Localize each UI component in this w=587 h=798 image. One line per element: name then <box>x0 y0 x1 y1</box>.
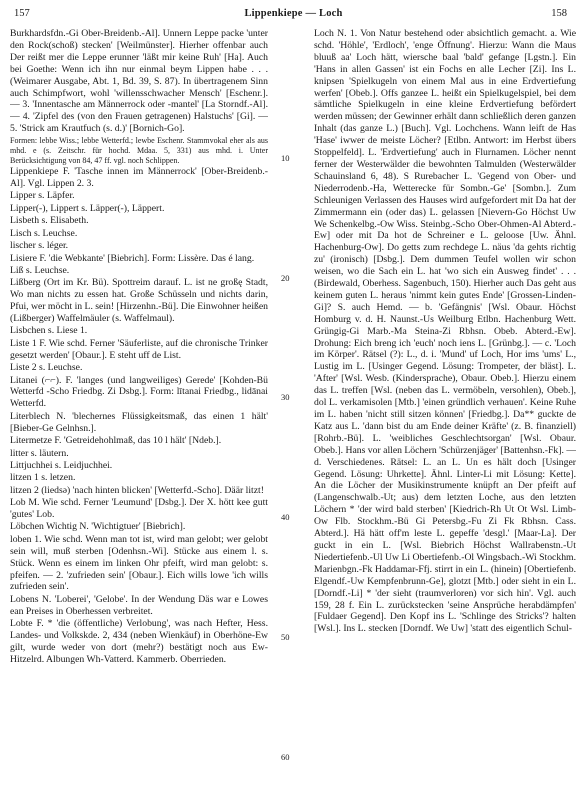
entry-lippert: Lipper(-), Lippert s. Läpper(-), Läppert. <box>10 202 165 214</box>
entry-lipper: Lipper s. Läpfer. <box>10 190 75 202</box>
line-number: 60 <box>281 752 290 762</box>
line-number: 50 <box>281 632 290 642</box>
entry-liss: Liß s. Leuchse. <box>10 264 70 276</box>
page-number-left: 157 <box>14 8 30 19</box>
line-number: 20 <box>281 273 290 283</box>
line-number: 40 <box>281 512 290 522</box>
entry-lissberg: Lißberg (Ort im Kr. Bü). Spottreim darauf. L. ist ne großę Stadt, Wo man nichts zu essen hat. Große Schüsseln und nichts darin, Pfui, wer möcht in L. sein! [Hirzenhn.-Bü]. Die Einwohner heißen (Lißberger) Waffelmäuler (s. Waffelmaul). <box>10 277 268 325</box>
line-number: 10 <box>281 153 290 163</box>
entry-literblech: Literblech N. 'blechernes Flüssigkeitsmaß, das einen 1 hält' [Bieber-Ge Gelnhsn.]. <box>10 410 268 434</box>
left-column <box>10 28 268 788</box>
entry-litter: litter s. läutern. <box>10 447 69 459</box>
entry-liste-2: Liste 2 s. Leuchse. <box>10 362 83 374</box>
entry-lobens: Lobens N. 'Loberei', 'Gelobe'. In der Wendung Däs war e Lowes ean Preises in Oberhessen verbreitet. <box>10 593 268 617</box>
entry-loch: Loch N. 1. Von Natur bestehend oder absichtlich gemacht. a. Wie schd. 'Höhle', 'Erdloch', 'enge Öffnung'. Hierzu: Wann die Maus bluuß aa' Loch hätt, wiersche baal 'bald' gefange [Lgstn.]. Ein 'Hans in allen Gassen' ist ein Fochs en alle Lecher [Zi]. Ins L. knipsen 'Spielkugeln von einem Mal aus in eine Erdvertiefung werfen' [Obeb.]. Offs ganzee L. heißt ein Spielkugelspiel, bei dem sämtliche Spielkugeln in eine kleine Erdvertiefung befördert werden müssen; der Gewinner erhält dann schließlich deren ganzen Inhalt (das ganze L.) [Buch]. Vgl. Lochchens. Wann leift de Has 'Hase' iwwer de meiste Löcher? [Etlbn. Antwort: im Herbst übers Stoppelfeld]. L. 'Erdvertiefung' auch in Flurnamen. Löcher nennt ferner der Westerwälder die bewohnten Talmulden (Westerwälder Schauinsland 6, 48). S Rurebacher L. 'Gegend von Ober- und Niederrodenb.-Ha, Wetterecke für Sombn.-Ge' [Sombn.]. Zum Schleunigen Verlassen des Hauses wird aufgefordert mit Da hat der Zimmermann ein (oder das) L. gelassen [Nievern-Go Höchst Uw We Schenkelbg.-Ow Wiss. Steinbg.-Scho Ober-Ohmen-Al Abterd.-Ew] oder mit Da hot de Schreiner e L. geloose [Uw. Ähnl. Hachenburg-Ow]. Do getts zum rechdege L. näus 'da gehts richtig zu' (ironisch) [Dsbg.]. Dem dummen Teufel wollen wir schon weisen, wo die Sach ein L. hat 'wo sich ein Ausweg findet' . . . (Birdewald, Oberhess. Sagenbuch, 150). Hierher auch Das geht aus keinem guten L. heraus 'nimmt kein gutes Ende' [Grossen-Linden-Gi]? S. auch Hemd. — b. 'Gefängnis' [Wsl. Obaur. Höchst Homburg v. d. H. Naunst.-Us Weilburg Etlbn. Hachenburg Wett. Grüngig-Gi Marb.-Ma Steina-Zi Rbhsn. Obeb. Abterd.-Ew]. Drohung: Eich breng ich 'euch' noch iens L. [Grünbg.]. — c. 'Loch im Körper'. Rätsel (?): L., d. i. 'Mund' uf Loch, Hor ims 'ums' L., Lustig im L. [Usinger Gegend. Lösung: Trompeter, der bläst]. L. 'After' [Wsl. Wesb. (Kindersprache), Obaur. Obeb.]. Hierzu einem das L. treffen [Wsl. (neben das L. vermöbeln, versohlen), Obeb.], dol L. verkamisolen [Mtb.] 'einen gründlich verhauen'. Keine Ruhe im L. haben 'nicht still sitzen können' [Friedbg.]. Da** guckte de Katz aus L. 'dann bist du am Ende deiner Kräfte' (z. B. finanziell) [Rohrb.-Bü]. L. 'weibliches Geschlechtsorgan' [Wsl. Obaur. Obeb.]. Hans vor allen Löchern 'Schürzenjäger' [Battenhsn.-Fk]. — d. Verschiedenes. Rätsel: L. an L. Un es hält doch [Usinger Gegend. Lösung: Uhrkette]. Ähnl. Linter-Li mit Lösung: Kette]. An die Löcher der Musikinstrumente knüpft an Der pfeift auf (Langenschwalb.-Ut; aus) dem letzten Loche, aus den letzten Löchern * 'der wird bald sterben' [Kiedrich-Rh Ut Ot Wsl. Limb-Ow Flb. Stockhm.-Bü Gi Petersbg.-Fu Zi Fk Rbhsn. Cass. Abterd.]. Hä hätt off'm leste L. gepeffe 'desgl.' [Maar-La]. Der guckt in ein L. [Wsl. Biebrich Höchst Wallrabenstn.-Ut Niedertiefenb.-Ul Uw Li Obertiefenb.-Ol Wingsbach.-Wi Stockhm. Marienbgn.-Fk Haddamar-Ffj. stirrt in ein L. (hinein) [Obertiefenb. Elgendf.-Uw Kempfenbrunn-Ge], glotzt [Mtb.] oder sieht in ein L. [Dorndf.-Li] * 'der sieht (traumverloren) vor sich hin'. Vgl. auch 159, 28 f. Ein L. zurückstecken 'seine Ansprüche herabdämpfen' [Fuldaer Gegend]. Den Kopf ins L. 'Schlinge des Stricks'? halten [Wsl.]. Ins L. stecken [Dorndf. We Uw] 'statt des eigentlich Schul- <box>314 28 576 635</box>
entry-lippen-cont: Burkhardsfdn.-Gi Ober-Breidenb.-Al]. Unnern Leppe packe 'unter den Rock(schoß) stecken' [Weilmünster]. Hierher offenbar auch Der reißt mer die Leppe erunner 'läßt mir keine Ruh' [Ha]. Auch bei Goethe: Wenn ich ihn nur einmal beym Lippen habe . . . (Weimarer Ausgabe, Abt. 1, Bd. 39, S. 87). In übertragenem Sinn auch Schimpfwort, wohl 'willensschwacher Mensch' [Eschenr.]. — 3. 'Innentasche am Männerrock oder -mantel' [La Storndf.-Al]. — 4. 'Zipfel des (von den Frauen getragenen) Halstuchs' [Gi]. — 5. 'Strick am Krautfuch (s. d.)' [Bornich-Go]. <box>10 28 268 135</box>
entry-litzen-1: litzen 1 s. letzen. <box>10 472 76 484</box>
entry-loben: loben 1. Wie schd. Wenn man tot ist, wird man gelobt; wer gelobt sein will, muß sterben [Odenhsn.-Wi]. Stücke aus einem l. s. Stück. Wenn es einem im linken Ohr pfeift, wird man gelobt: s. pfeifen. — 2. 'zufrieden sein' [Obaur.]. Eich wills lowe 'ich wills zufrieden sein'. <box>10 533 268 593</box>
entry-lisbeth: Lisbeth s. Elisabeth. <box>10 215 89 227</box>
entry-lob: Lob M. Wie schd. Ferner 'Leumund' [Dsbg.]. Der X. hött kee gutt 'gutes' Lob. <box>10 497 268 521</box>
entry-litermetze: Litermetze F. 'Getreidehohlmaß, das 10 l hält' [Ndeb.]. <box>10 435 222 447</box>
entry-lischer: lischer s. léger. <box>10 240 69 252</box>
page-number-right: 158 <box>551 8 567 19</box>
page-header <box>10 6 577 22</box>
entry-lobte: Lobte F. * 'die (öffentliche) Verlobung', was nach Hefter, Hess. Landes- und Volkskde. 2, 434 (neben Wienkäuf) in Oberhöne-Ew gilt, wurde weder von dort (mehr?) bestätigt noch aus Ew-Hitzelrd. Albungen Wh-Vatterd. Kammerb. Oberrieden. <box>10 618 268 665</box>
entry-lisch: Lisch s. Leuchse. <box>10 227 78 239</box>
entry-lippenkiepe: Lippenkiepe F. 'Tasche innen im Männerrock' [Ober-Breidenb.-Al]. Vgl. Lippen 2. 3. <box>10 166 268 190</box>
running-title: Lippenkiepe — Loch <box>244 8 343 19</box>
line-number: 30 <box>281 392 290 402</box>
entry-littjuchhei: Littjuchhei s. Leidjuchhei. <box>10 459 113 471</box>
right-column <box>314 28 576 788</box>
entry-lisbchen: Lisbchen s. Liese 1. <box>10 325 88 337</box>
entry-liste-1: Liste 1 F. Wie schd. Ferner 'Säuferliste, auf die chronische Trinker gesetzt werden' [Obaur.]. E steht uff de List. <box>10 337 268 361</box>
entry-lisiere: Lisiere F. 'die Webkante' [Biebrich]. Form: Lissère. Das é lang. <box>10 252 255 264</box>
entry-lippen-forms: Formen: lebbe Wiss.; lebbe Wetterfd.; lewbe Eschenr. Stammvokal eher als aus mhd. e (s. Zeitschr. für hochd. Mdaa. 5, 331) aus mhd. i. Unter Berücksichtigung von 84, 47 ff. vgl. noch Schlippen. <box>10 135 268 165</box>
entry-loebchen: Löbchen Wichtig N. 'Wichtigtuer' [Biebrich]. <box>10 521 186 533</box>
entry-litanei: Litanei (⌐⌐). F. 'langes (und langweiliges) Gerede' [Kohden-Bü Wetterfd -Scho Friedbg. Zi Dsbg.]. Form: lītanai Friedbg., lidānai Wetterfd. <box>10 374 268 410</box>
entry-litzen-2: litzen 2 (liedsə) 'nach hinten blicken' [Wetterfd.-Scho]. Däär litzt! <box>10 484 264 496</box>
line-number-margin <box>273 28 307 788</box>
